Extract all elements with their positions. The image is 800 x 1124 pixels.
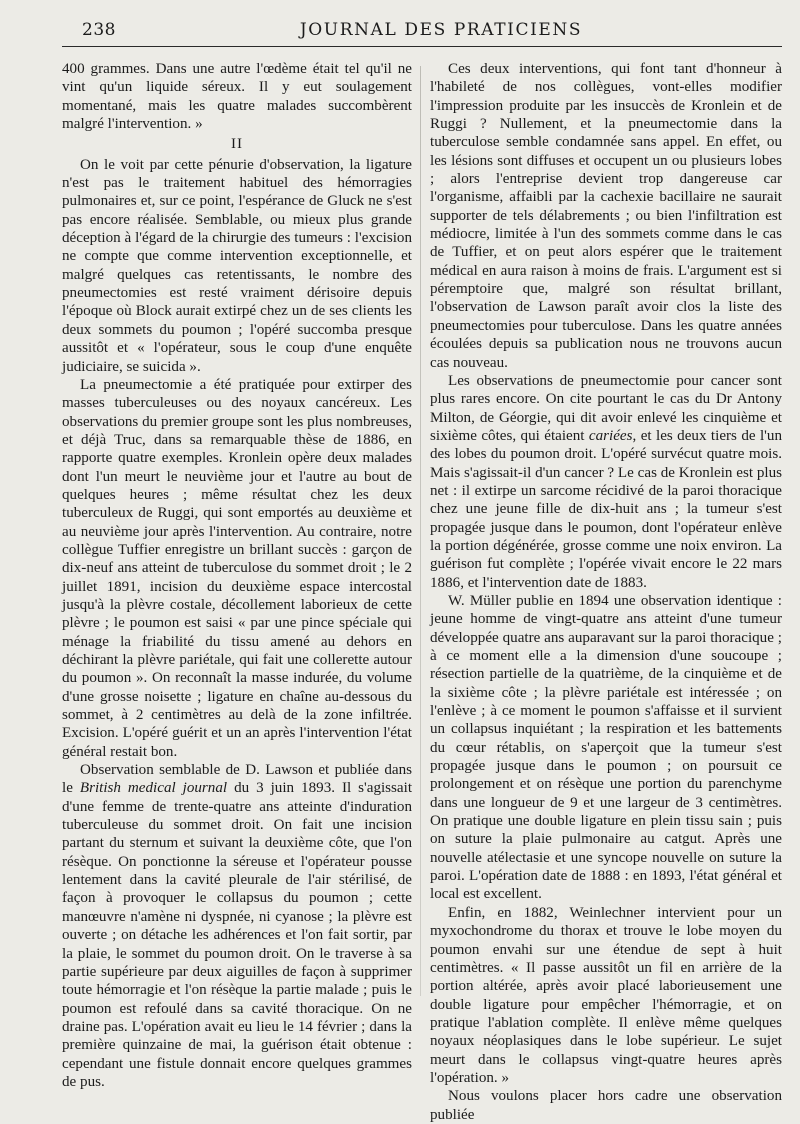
paragraph-text: , et les deux tiers de l'un des lobes du poumon droit. L'opéré survécut quatre mois. Mais s'agissait-il d'un cancer ? Le cas de Kronlein est plus net : il extirpe un sarcome récidivé de la paroi thoracique chez une jeune fille de dix-huit ans ; la tumeur s'est propagée jusque dans le poumon, dont l'opérateur enlève la portion dégénérée, grosse comme une noix environ. La guérison fut complète ; l'opérée vivait encore le 22 mars 1886, et l'intervention date de 1883. <box>430 427 782 591</box>
column-divider <box>420 66 421 996</box>
paragraph: Ces deux interventions, qui font tant d'honneur à l'habileté de nos collègues, vont-elles modifier l'impression produite par les insuccès de Kronlein et de Ruggi ? Nullement, et la pneumectomie dans la tuberculose semble condamnée sans appel. En effet, ou les lésions sont diffuses et occupent un ou plusieurs lobes ; alors l'entreprise devient trop dangereuse car l'organisme, affaibli par la cachexie bacillaire ne saurait supporter de tels délabrements ; ou bien l'infiltration est médiocre, limitée à l'un des sommets comme dans le cas de Tuffier, et on peut alors espérer que le traitement médical en aura raison à moins de frais. L'argument est si péremptoire que, malgré son résultat brillant, l'observation de Lawson paraît avoir clos la liste des pneumectomies pour tuberculose. Dans les quatre années écoulées depuis sa publication nous ne trouvons aucun cas nouveau. <box>430 61 782 371</box>
italic-word: cariées <box>588 427 633 444</box>
paragraph: La pneumectomie a été pratiquée pour extirper des masses tuberculeuses ou des noyaux cancéreux. Les observations du premier groupe sont les plus nombreuses, et déjà Truc, dans sa remarquable thèse de 1886, en rapporte quatre exemples. Kronlein opère deux malades dont l'un meurt le neuvième jour et l'autre au bout de quelques heures ; même résultat chez les deux tuberculeux de Ruggi, qui sont emportés au deuxième et au neuvième jour après l'intervention. Au contraire, notre collègue Tuffier enregistre un brillant succès : garçon de dix-neuf ans atteint de tuberculose du sommet droit ; le 2 juillet 1891, incision du deuxième espace intercostal jusqu'à la plèvre costale, décollement laborieux de cette plèvre ; le poumon est saisi « par une pince spéciale qui ménage la friabilité du tissu amené au dehors en déchirant la plèvre pariétale, qui fait une collerette autour du poumon ». On reconnaît la masse indurée, du volume d'une grosse noisette ; ligature en chaîne au-dessous du sommet, à 2 centimètres au delà de la zone infiltrée. Excision. L'opéré guérit et un an après l'intervention l'état général restait bon. <box>62 376 412 760</box>
page-header <box>62 18 780 46</box>
paragraph-text: Les observations de pneumectomie pour cancer sont plus rares encore. On cite pourtant le cas du Dr Antony Milton, de Géorgie, qui dit avoir enlevé les cinquième et sixième côtes, qui étaient <box>430 372 782 444</box>
paragraph-text: du 3 juin 1893. Il s'agissait d'une femme de trente-quatre ans atteinte d'induration tuberculeuse du sommet droit. On fait une incision partant du sternum et suivant la deuxième côte, que l'on résèque. On ponctionne la séreuse et l'opérateur pousse lentement dans la cavité pleurale de l'air stérilisé, de façon à provoquer le collapsus du poumon ; cette manœuvre n'amène ni dyspnée, ni cyanose ; la plèvre est ouverte ; on détache les adhérences et l'on fait sortir, par la plaie, le sommet du poumon droit. On le traverse à sa partie supérieure par deux aiguilles de façon à supprimer toute hémorragie et l'on résèque la partie malade ; puis le poumon est refoulé dans sa cavité thoracique. On ne draine pas. L'opération avait eu lieu le 14 février ; dans la première quinzaine de mai, la guérison était obtenue : cependant une fistule donnait encore quelques grammes de pus. <box>62 780 413 1090</box>
section-heading: II <box>230 136 244 153</box>
right-column <box>430 60 782 1124</box>
paragraph <box>430 372 782 592</box>
header-rule <box>62 46 782 47</box>
paragraph <box>62 761 412 1091</box>
paragraph: On le voit par cette pénurie d'observation, la ligature n'est pas le traitement habituel des hémorragies pulmonaires et, sur ce point, l'espérance de Gluck ne s'est pas encore réalisée. Semblable, ou mieux plus grande déception à l'égard de la chirurgie des tumeurs : l'excision ne compte que comme intervention exceptionnelle, et malgré quelques cas retentissants, le nombre des pneumectomies est resté vraiment dérisoire depuis l'époque où Block aurait extirpé chez un de ses clients les deux sommets du poumon ; l'opéré succomba presque aussitôt et « l'opérateur, sous le coup d'une enquête judiciaire, se suicida ». <box>62 156 412 375</box>
journal-title: British medical journal <box>79 780 228 797</box>
left-column <box>62 60 412 1091</box>
paragraph: W. Müller publie en 1894 une observation identique : jeune homme de vingt-quatre ans atteint d'une tumeur développée quatre ans auparavant sur la paroi thoracique ; à ce moment elle a la dimension d'une soucoupe ; résection partielle de la quatrième, de la cinquième et de la sixième côte ; la plèvre pariétale est intéressée ; on l'enlève ; à ce moment le poumon s'affaisse et il survient un collapsus inquiétant ; la respiration et les battements du cœur rétablis, on s'aperçoit que la tumeur s'est propagée jusque dans le poumon ; on poursuit ce prolongement et on résèque une portion du parenchyme dans une longueur de 9 et une largeur de 3 centimètres. On pratique une double ligature en plein tissu sain ; puis on suture la plaie pulmonaire au catgut. Après une nouvelle atélectasie et une syncope nouvelle on suture la paroi. L'opération date de 1888 : en 1893, l'état général et local est excellent. <box>430 592 782 903</box>
page-number: 238 <box>82 20 116 40</box>
paragraph-text: Observation semblable de D. Lawson et publiée dans le <box>62 762 412 797</box>
paragraph: 400 grammes. Dans une autre l'œdème était tel qu'il ne vint qu'un liquide séreux. Il y eut soulagement momentané, mais les quatre malades succombèrent malgré l'intervention. » <box>62 61 412 133</box>
running-title: JOURNAL DES PRATICIENS <box>299 20 583 40</box>
paragraph: Nous voulons placer hors cadre une observation publiée <box>430 1088 782 1123</box>
paragraph: Enfin, en 1882, Weinlechner intervient pour un myxochondrome du thorax et trouve le lobe moyen du poumon envahi sur une étendue de sept à huit centimètres. « Il passe aussitôt un fil en arrière de la portion altérée, après avoir placé laborieusement une double ligature pour empêcher l'hémorragie, et on pratique l'ablation complète. Il enlève même quelques noyaux néoplasiques dans le lobe supérieur. Le sujet meurt dans le collapsus vingt-quatre heures après l'opération. » <box>430 904 782 1086</box>
